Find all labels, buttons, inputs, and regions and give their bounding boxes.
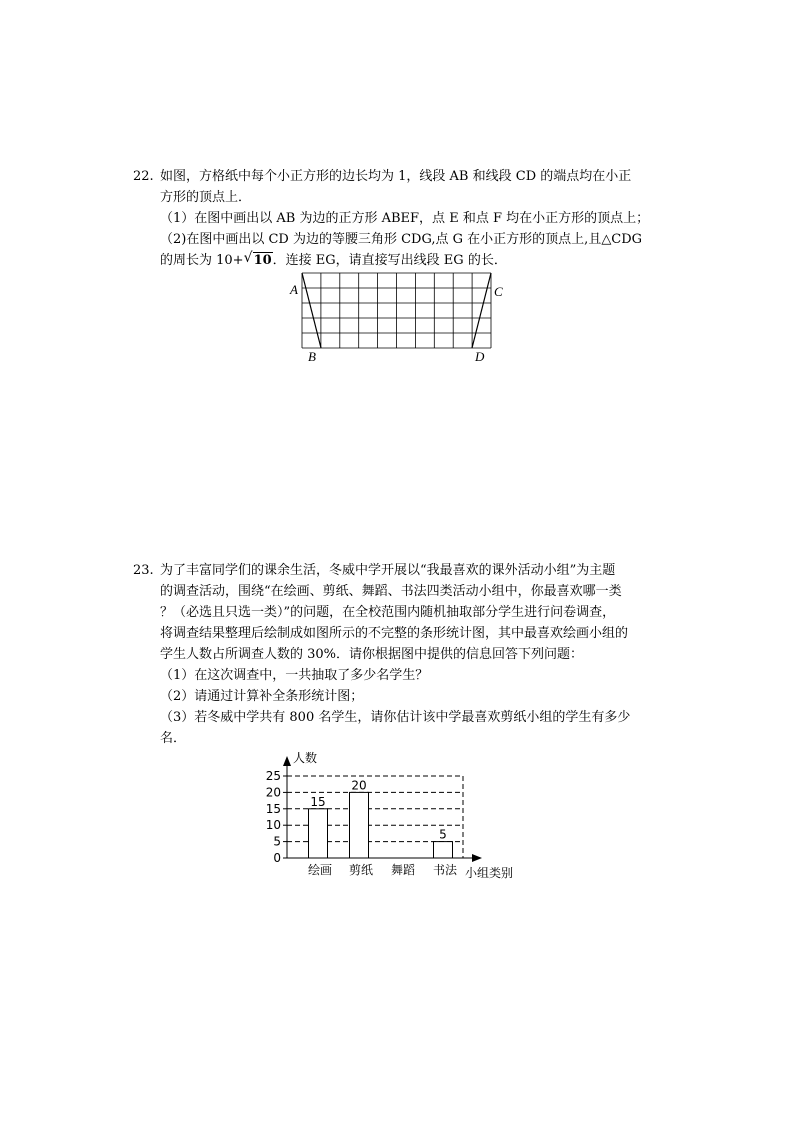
question-number: 22. (133, 169, 154, 184)
question-text-line: ？（必选且只选一类）”的问题，在全校范围内随机抽取部分学生进行问卷调查， (160, 605, 616, 620)
point-label-c: C (494, 284, 503, 299)
text-segment: 的周长为 10+ (160, 253, 244, 268)
question-number: 23. (133, 563, 154, 578)
radical-sign: √ (243, 250, 253, 266)
question-text-line: 的调查活动，围绕“在绘画、剪纸、舞蹈、书法四类活动小组中，你最喜欢哪一类 (160, 584, 622, 599)
y-tick-label: 10 (265, 818, 281, 833)
chart-bars (309, 792, 453, 858)
question-text-line: 方形的顶点上． (160, 190, 252, 205)
point-label-d: D (475, 349, 485, 364)
x-axis-arrow (472, 854, 482, 862)
question-text-line: （1）在图中画出以 AB 为边的正方形 ABEF，点 E 和点 F 均在小正方形的顶点上； (160, 211, 650, 226)
grid-lines (302, 273, 491, 348)
category-label: 书法 (432, 863, 458, 877)
question-text-line: （2）请通过计算补全条形统计图； (160, 689, 364, 704)
y-tick-label: 15 (265, 801, 281, 816)
chart-labels (266, 750, 513, 880)
point-label-b: B (308, 349, 316, 364)
question-text-line: 如图，方格纸中每个小正方形的边长均为 1，线段 AB 和线段 CD 的端点均在小正 (160, 169, 632, 184)
y-axis-arrow (283, 756, 291, 766)
segment-cd (472, 273, 491, 348)
segment-ab (302, 273, 321, 348)
category-label: 绘画 (307, 863, 333, 877)
data-label: 20 (351, 778, 367, 793)
y-tick-label: 20 (265, 785, 281, 800)
question-text-line: 将调查结果整理后绘制成如图所示的不完整的条形统计图，其中最喜欢绘画小组的 (160, 626, 629, 641)
question-text-line: （3）若冬威中学共有 800 名学生，请你估计该中学最喜欢剪纸小组的学生有多少 (160, 710, 631, 725)
text-segment: ．连接 EG，请直接写出线段 EG 的长． (272, 253, 507, 268)
data-label: 5 (439, 827, 447, 842)
y-tick-label: 25 (265, 769, 281, 783)
question-text-line: （1）在这次调查中，一共抽取了多少名学生？ (160, 668, 429, 683)
category-label: 剪纸 (348, 863, 374, 877)
sqrt-expression (244, 250, 273, 271)
point-label-a: A (290, 282, 298, 297)
question-text-line (160, 250, 507, 271)
question-text-line: 名． (160, 731, 187, 746)
chart-gridlines (287, 776, 463, 858)
radicand: 10 (253, 253, 272, 268)
x-axis-title: 小组类别 (465, 866, 514, 880)
y-tick-label: 0 (273, 851, 281, 865)
category-label: 舞蹈 (390, 863, 416, 877)
question-text-line: 为了丰富同学们的课余生活，冬威中学开展以“我最喜欢的课外活动小组”为主题 (160, 563, 616, 578)
chart-axes (283, 756, 482, 862)
bar (350, 792, 369, 858)
question-text-line: 学生人数占所调查人数的 30%．请你根据图中提供的信息回答下列问题： (160, 647, 584, 662)
y-axis-title: 人数 (293, 751, 318, 765)
bar (434, 842, 453, 858)
y-tick-label: 5 (273, 834, 281, 849)
bar (309, 809, 328, 858)
question-text-line: （2)在图中画出以 CD 为边的等腰三角形 CDG,点 G 在小正方形的顶点上,且△CDG (160, 232, 643, 247)
data-label: 15 (310, 794, 326, 809)
